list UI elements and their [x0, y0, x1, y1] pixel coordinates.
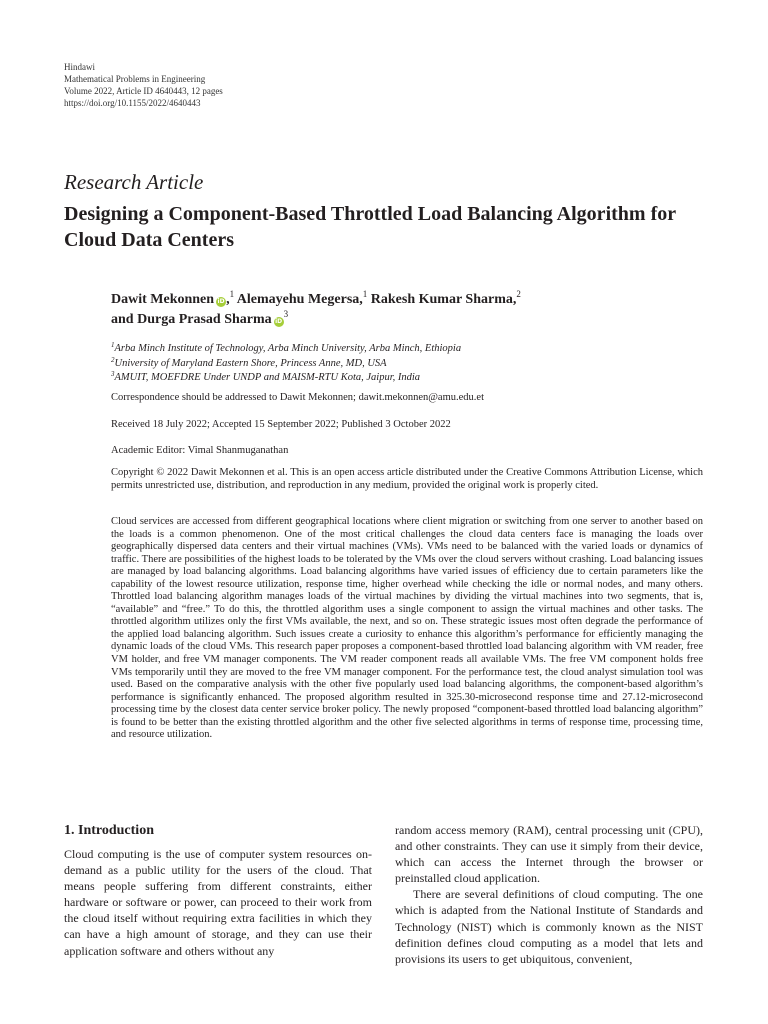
journal-header	[64, 61, 223, 109]
author-name: Alemayehu Megersa,	[236, 292, 363, 307]
volume-line: Volume 2022, Article ID 4640443, 12 pages	[64, 86, 223, 96]
affil-text: AMUIT, MOEFDRE Under UNDP and MAISM-RTU Kota, Jaipur, India	[114, 372, 421, 383]
body-paragraph: Cloud computing is the use of computer system resources on-demand as a public utility for the users of the cloud. That means people suffering from different constraints, either hardware or software or power, can proceed to their work from the cloud itself without requiring extra facilities in which they can have a high amount of storage, and they can use their application software and others without any	[64, 847, 372, 958]
body-paragraph: There are several definitions of cloud computing. The one which is adapted from the National Institute of Standards and Technology (NIST) which is commonly known as the NIST definition defines cloud computing as a model that lets and provisions its users to get ubiquitous, convenient,	[395, 887, 703, 966]
affil-text: University of Maryland Eastern Shore, Princess Anne, MD, USA	[114, 357, 387, 369]
authors-and: and	[111, 312, 134, 327]
body-column-right	[395, 822, 703, 967]
publisher-name: Hindawi	[64, 62, 95, 72]
affiliation-item	[111, 357, 691, 372]
author-name: Rakesh Kumar Sharma,	[370, 292, 517, 307]
author-list: Dawit Mekonnen iD,$^1$ Alemayehu Megersa,$^1$ Rakesh Kumar Sharma,$^2$ and Durga Prasad Sharma $iD^3$	[111, 289, 521, 327]
affiliations	[111, 342, 691, 386]
author-name: Dawit Mekonnen	[111, 292, 215, 307]
academic-editor: Academic Editor: Vimal Shanmuganathan	[111, 445, 289, 456]
affil-marker: 1	[229, 289, 235, 299]
copyright-notice: Copyright © 2022 Dawit Mekonnen et al. This is an open access article distributed under the Creative Commons Attribution License, which permits unrestricted use, distribution, and reproduction in any medium, provided the original work is properly cited.	[111, 467, 703, 491]
affil-marker: 2	[516, 289, 521, 299]
affiliation-item	[111, 342, 691, 357]
journal-name: Mathematical Problems in Engineering	[64, 74, 206, 84]
affil-marker: 3	[283, 309, 289, 319]
affiliation-item	[111, 371, 691, 386]
abstract: Cloud services are accessed from different geographical locations where client migration or switching from one server to another based on the loads is a common phenomenon. One of the most critical challenges the cloud data centers face is managing the loads over geographically dispersed data centers and their virtual machines (VMs). VMs need to be balanced with the varied loads or dynamics of traffic. There are possibilities of the highest loads to be tolerated by the VMs over the cloud servers without crashing. Load balancing issues are managed by load balancing algorithms. Load balancing algorithms have varied issues of efficiency due to certain parameters like the capability of the lowest resource utilization, response time, higher overhead while checking the idle or normal nodes, and many others. Throttled load balancing algorithm manages loads of the virtual machines by dividing the virtual machines into two segments, that is, “available” and “free.” To do this, the throttled algorithm uses a single component to assign the virtual machines and other tasks. The throttled algorithm utilizes only the first VMs available, the next, and so on. These strategic issues most often degrade the performance of the applied load balancing algorithm. Such issues create a curiosity to enhance this algorithm’s performance for efficiently managing the dynamic loads of the cloud VMs. This research paper proposes a component-based throttled load balancing algorithm with VM reader, free VM holder, and free VM manager components. The VM reader component reads all available VMs. The free VM component holds free VMs temporarily until they are moved to the free VM manager component. For the performance test, the cloud analyst simulation tool was used. Based on the comparative analysis with the other five popularly used load balancing algorithms, the component-based algorithm’s performance is significantly enhanced. The proposed algorithm resulted in 325.30-microsecond response time and 27.12-microsecond processing time by the closest data center service broker policy. The newly proposed “component-based throttled load balancing algorithm” is found to be better than the existing throttled algorithm and the other five selected algorithms in terms of response time, processing time, and resource utilization.	[111, 516, 703, 741]
body-column-left	[64, 822, 372, 959]
affil-number: 3	[111, 370, 115, 378]
affil-marker: 1	[362, 289, 368, 299]
orcid-icon[interactable]: iD	[275, 318, 283, 325]
paper-title: Designing a Component-Based Throttled Load Balancing Algorithm for Cloud Data Centers	[64, 203, 676, 251]
author-name: Durga Prasad Sharma	[137, 312, 272, 327]
orcid-icon[interactable]: iD	[217, 298, 225, 305]
doi-link[interactable]: https://doi.org/10.1155/2022/4640443	[64, 98, 201, 108]
body-paragraph: random access memory (RAM), central processing unit (CPU), and other constraints. They can use it simply from their device, which can access the Internet through the browser or preinstalled cloud application.	[395, 823, 703, 886]
publication-dates: Received 18 July 2022; Accepted 15 September 2022; Published 3 October 2022	[111, 419, 451, 430]
correspondence: Correspondence should be addressed to Dawit Mekonnen; dawit.mekonnen@amu.edu.et	[111, 392, 484, 403]
section-heading: 1. Introduction	[64, 823, 154, 838]
article-type: Research Article	[64, 170, 204, 194]
affil-number: 1	[111, 341, 115, 349]
affil-number: 2	[111, 355, 115, 364]
affil-text: Arba Minch Institute of Technology, Arba Minch University, Arba Minch, Ethiopia	[114, 343, 462, 354]
